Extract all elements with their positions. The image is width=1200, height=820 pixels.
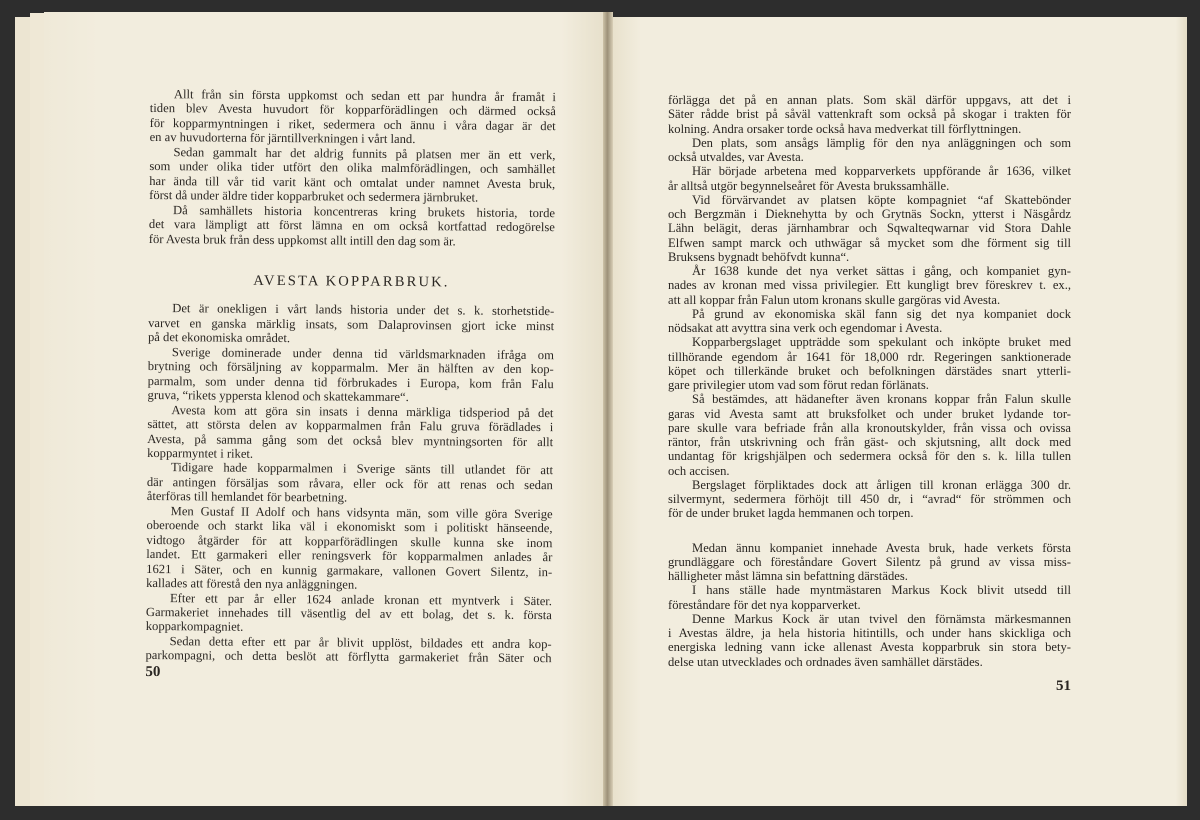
text-line: Den plats, som ansågs lämplig för den nya anläggningen och som — [692, 135, 1071, 150]
text-line: Avesta kom att göra sin insats i denna märkliga tidsperiod på det — [171, 402, 554, 420]
text-line: silvermynt, sedermera förhöjt till 450 dr, i “avrad“ för strömmen och — [668, 492, 1071, 506]
text-line: Garmakeriet innehades till väsentlig del av ett bolag, det s. k. första — [145, 604, 552, 623]
chapter-heading: AVESTA KOPPARBRUK. — [253, 272, 450, 291]
text-line: parmalm, som under denna tid förbrukades i Europa, kom från Falu — [147, 373, 554, 391]
text-line: och Bergzmän i Dieknehytta by och Grytnäs Sockn, ytterst i Näsgårdz — [668, 207, 1071, 221]
paragraph — [668, 264, 1071, 307]
text-line: köpet och tillerkände bruket och befolkningen därstädes snart ytterli- — [668, 363, 1071, 378]
text-line: föreståndare för det nya kopparverket. — [668, 597, 861, 612]
text-line: Allt från sin första uppkomst och sedan ett par hundra år framåt i — [173, 87, 556, 105]
paragraph — [668, 478, 1071, 521]
text-line: oberoende och starkt lika väl i ekonomiskt som i politiskt hänseende, — [146, 518, 553, 536]
text-line: och accisen. — [668, 463, 730, 478]
paragraph — [668, 193, 1071, 264]
left-page-text — [145, 87, 556, 682]
text-line: vidtogo åtgärder för att kopparförädlingen skulle kunna ske inom — [146, 532, 553, 550]
text-line: kallades att förestå den nya anläggningen. — [146, 576, 358, 592]
text-line: brytning och försäljning av kopparmalm. Mer än hälften av den kop- — [147, 359, 554, 377]
paragraph — [668, 335, 1071, 392]
paragraph — [146, 590, 552, 637]
text-line: på det ekonomiska området. — [147, 330, 291, 346]
text-line: har ända till vår tid varit känt och omtalat under namnet Avesta bruk, — [149, 173, 556, 191]
text-line: energiska ledning vann icke allenast Avesta kopparbruk sin stora bety- — [668, 640, 1071, 655]
text-line: också utvaldes, var Avesta. — [668, 150, 804, 164]
paragraph — [668, 164, 1071, 193]
text-line: År 1638 kunde det nya verket sättas i gång, och kompaniet gyn- — [692, 264, 1071, 278]
text-line: Här började arbetena med kopparverkets uppförande år 1636, vilket — [692, 164, 1071, 179]
text-line: Sedan gammalt har det aldrig funnits på platsen mer än ett verk, — [173, 144, 556, 162]
paragraph — [147, 460, 553, 507]
text-line: att all koppar från Falun utom kronans skulle gargöras vid Avesta. — [668, 292, 1001, 307]
text-line: grundläggare och föreståndare Govert Silentz på grund av vissa miss- — [668, 554, 1071, 569]
text-line: delse utan utvecklades och ordnades även samhället därstädes. — [668, 654, 983, 669]
left-page — [44, 12, 606, 806]
text-line: i Avestas äldre, ja hela historia hitintills, och under hans skickliga och — [668, 626, 1071, 640]
text-line: kolning. Andra orsaker torde också hava medverkat till förflyttningen. — [668, 121, 1022, 136]
text-line: parkompagni, och detta beslöt att förflytta garmakeriet från Säter och — [145, 648, 552, 666]
text-line: garas vid Avesta samt att bruksfolket och under bruket lydande tor- — [668, 406, 1071, 421]
text-line: Men Gustaf II Adolf och hans vidsynta män, som ville göra Sverige — [170, 503, 553, 521]
text-line: kopparmyntet i riket. — [147, 445, 254, 461]
text-line: Tidigare hade kopparmalmen i Sverige sänts till utlandet för att — [170, 460, 554, 478]
text-line: som under olika tider utfört den olika malmförädlingen, och samhället — [149, 159, 556, 177]
page-number: 51 — [1056, 677, 1071, 694]
text-line: en av huvudorterna för järntillverkningen i vårt land. — [149, 130, 416, 147]
paragraph — [148, 301, 554, 348]
text-line: Lähn belägit, deras järnhambrar och Sqwalteqwarnar vid Stora Dahle — [668, 221, 1071, 236]
text-line: Sedan detta efter ett par år blivit upplöst, bildades ett andra kop- — [169, 634, 552, 652]
paragraph — [149, 145, 555, 206]
text-line: för Avesta bruk från dess uppkomst allt intill den dag som är. — [148, 231, 456, 248]
text-line: nades av kronan med vissa privilegier. Ett kungligt brev föreskrev t. ex., — [668, 278, 1071, 293]
text-line: Då samhällets historia koncentreras kring brukets historia, torde — [172, 202, 556, 220]
text-line: I hans ställe hade myntmästaren Markus Kock blivit utsedd till — [692, 583, 1071, 598]
text-line: landet. Ett garmakeri eller reningsverk för kopparmalmen anlades år — [146, 547, 553, 565]
text-line: Kopparbergslaget uppträdde som spekulant och inköpte bruket med — [692, 335, 1071, 350]
paragraph — [147, 403, 553, 464]
text-line: Efter ett par år eller 1624 anlade kronan ett myntverk i Säter. — [169, 590, 553, 608]
paragraph — [149, 203, 555, 250]
text-line: pare skulle vara befriade från alla kronoutskylder, från vissa och ovissa — [668, 420, 1071, 435]
text-line: Så bestämdes, att hädanefter även kronans koppar från Falun skulle — [692, 392, 1071, 407]
text-line: där antingen försäljas som råvara, eller ock för att renas och sedan — [146, 474, 553, 493]
paragraph — [668, 583, 1071, 612]
paragraph — [668, 541, 1071, 584]
text-line: Bergslaget förpliktades dock att årligen till kronan erlägga 300 dr. — [692, 477, 1071, 492]
right-page — [612, 17, 1187, 806]
text-line: Bruksens bygnadt behöfvdt kunna“. — [668, 249, 850, 264]
text-line: år alltså utgör begynnelseåret för Avesta brukssamhälle. — [668, 178, 950, 193]
paragraph — [668, 612, 1071, 669]
paragraph — [668, 392, 1071, 478]
text-line: hälligheter måst lämna sin befattning därstädes. — [668, 569, 908, 583]
text-line: tiden blev Avesta huvudort för kopparförädlingen och därmed också — [149, 101, 556, 119]
text-line: Sverige dominerade under denna tid världsmarknaden ifråga om — [171, 344, 554, 362]
page-number: 50 — [145, 663, 161, 680]
paragraph — [148, 345, 554, 406]
text-line: Vid förvärvandet av platsen köpte kompagniet “af Skattebönder — [692, 192, 1071, 207]
text-line: kopparkompagniet. — [145, 619, 244, 635]
text-line: Det är onekligen i vårt lands historia under det s. k. storhetstide- — [172, 301, 555, 319]
text-line: På grund av ekonomiska skäl fann sig det nya kompaniet dock — [692, 306, 1071, 321]
section-2 — [668, 541, 1071, 669]
paragraph — [668, 307, 1071, 336]
intro-section — [149, 87, 556, 249]
text-line: förlägga det på en annan plats. Som skäl därför uppgavs, att det i — [668, 93, 1071, 107]
paragraph — [145, 634, 551, 666]
text-line: sättet, att största delen av kopparmalmen från Falu gruva förädlades i — [147, 417, 554, 435]
section-1 — [668, 93, 1071, 521]
text-line: först då under äldre tider kopparbruket och sedermera järnbruket. — [149, 188, 479, 205]
text-line: Elfwen sampt marck och uthwägar så mycket som dhe förment sig till — [668, 235, 1071, 250]
section-gap — [668, 521, 1071, 541]
paragraph — [668, 136, 1071, 165]
right-page-text — [668, 93, 1071, 693]
text-line: 1621 i Säter, och en kunnig garmakare, vallonen Govert Silentz, in- — [146, 561, 553, 579]
paragraph — [146, 504, 553, 594]
text-line: nödsakat att avyttra sina verk och egendomar i Avesta. — [668, 321, 943, 335]
text-line: gare privilegier utom vad som förut redan förlänats. — [668, 378, 929, 392]
body-section — [145, 301, 554, 666]
text-line: gruva, “rikets yppersta klenod och skattekammare“. — [147, 388, 409, 405]
text-line: undantag för krigshjälpen och sedermera också för den s. k. lilla tullen — [668, 449, 1071, 464]
text-line: Medan ännu kompaniet innehade Avesta bruk, hade verkets första — [692, 540, 1071, 555]
paragraph — [150, 87, 556, 148]
book-gutter — [603, 12, 613, 806]
text-line: återföras till hemlandet för bearbetning. — [146, 489, 348, 505]
text-line: för kopparmyntningen i riket, sedermera och ännu i våra dagar är det — [149, 115, 556, 134]
text-line: Avesta, på samma gång som det också blev myntningsorten för allt — [147, 431, 554, 449]
paragraph — [668, 93, 1071, 136]
text-line: för de under bruket lagda hemmanen och torpen. — [668, 506, 914, 521]
text-line: varvet en ganska märklig insats, som Dalaprovinsen gjort icke minst — [148, 315, 555, 334]
text-line: räntor, från utskrivning och från gäst- och skjutsning, allt dock med — [668, 435, 1071, 449]
text-line: Denne Markus Kock är utan tvivel den förnämsta märkesmannen — [692, 611, 1071, 626]
text-line: det vara lämpligt att först lämna en om också kortfattad redogörelse — [148, 217, 555, 235]
text-line: Säter rådde brist på såväl vattenkraft som också på skogar i trakten för — [668, 107, 1071, 122]
text-line: tillhörande egendom år 1641 för 18,000 rdr. Regeringen sanktionerade — [668, 349, 1071, 364]
